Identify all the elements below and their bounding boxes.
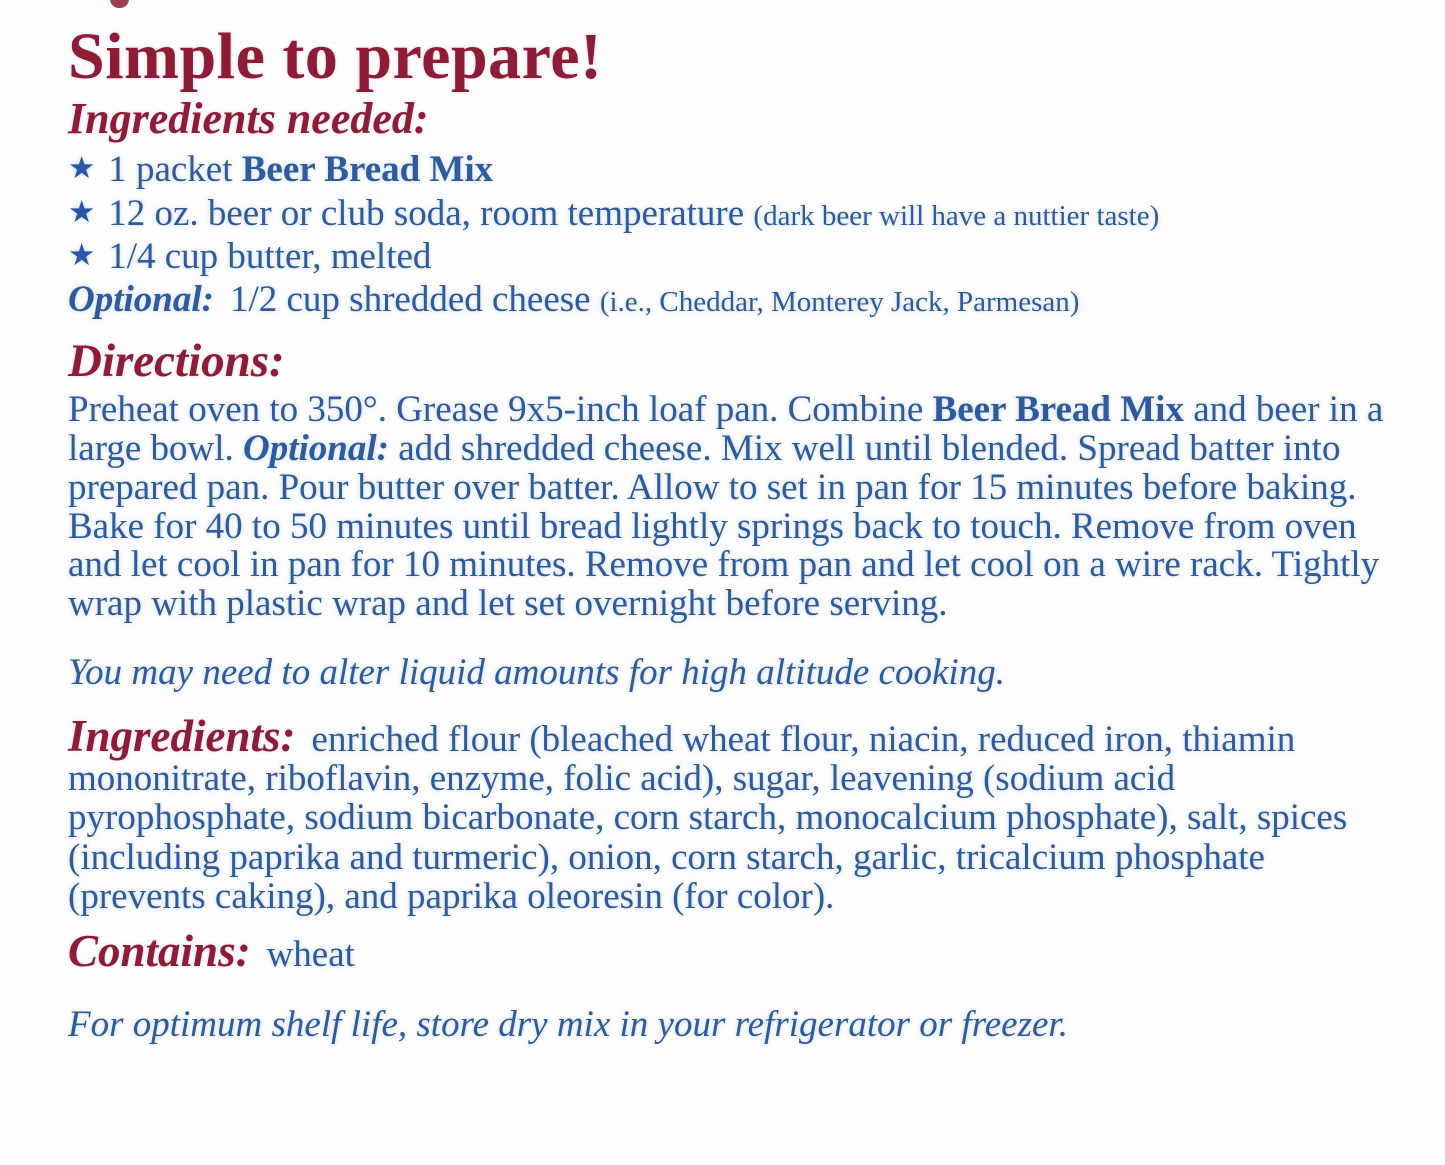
optional-label: Optional: [68,279,214,321]
item-text: 1 packet [108,149,242,191]
item-text: 1/4 cup butter, melted [108,235,432,277]
item-text: 1/2 cup shredded cheese [229,279,600,321]
ingredients-text: enriched flour (bleached wheat flour, niacin, reduced iron, thiamin mononitrate, riboflavin, enzyme, folic acid), sugar, leavening (sodium acid pyrophosphate, sodium bicarbonate, corn starch, monocalcium phosphate), salt, spices (including paprika and turmeric), onion, corn starch, garlic, tricalcium phosphate (prevents caking), and paprika oleoresin (for color). [68,719,1348,917]
star-icon: ★ [68,194,96,229]
directions-paragraph [68,388,1389,625]
storage-note: For optimum shelf life, store dry mix in your refrigerator or freezer. [68,1004,1068,1046]
ingredients-needed-heading: Ingredients needed: [68,93,429,143]
item-note: (dark beer will have a nuttier taste) [753,199,1160,232]
list-item-beer-or-club-soda [68,192,1389,235]
item-text-bold: Beer Bread Mix [241,149,494,191]
page-title: Simple to prepare! [68,20,603,93]
directions-optional-label: Optional: [243,427,389,469]
list-item-butter [68,235,1389,278]
star-icon: ★ [68,151,96,186]
directions-text: and beer in a large bowl. [68,388,1384,469]
item-note: (i.e., Cheddar, Monterey Jack, Parmesan) [599,286,1080,319]
list-item-beer-bread-mix [68,148,1389,191]
directions-text: add shredded cheese. Mix well until blended. Spread batter into prepared pan. Pour butter over batter. Allow to set in pan for 15 minutes before baking. Bake for 40 to 50 minutes until bread lightly springs back to touch. Remove from oven and let cool in pan for 10 minutes. Remove from pan and let cool on a wire rack. Tightly wrap with plastic wrap and let set overnight before serving. [68,427,1380,625]
item-text: 12 oz. beer or club soda, room temperature [108,192,754,234]
contains-line [68,926,1389,977]
ingredients-paragraph [68,711,1389,917]
contains-heading: Contains: [68,926,251,977]
star-icon: ★ [68,237,96,272]
directions-text-bold: Beer Bread Mix [932,388,1184,430]
ingredients-heading: Ingredients: [68,711,296,762]
altitude-note: You may need to alter liquid amounts for high altitude cooking. [68,652,1005,694]
directions-text: Preheat oven to 350°. Grease 9x5-inch loaf pan. Combine [68,388,933,430]
cropped-text-artifact [110,0,129,8]
directions-heading: Directions: [68,335,285,388]
ingredients-needed-list [68,148,1389,321]
contains-value: wheat [266,934,355,976]
list-item-optional-cheese [68,278,1389,321]
